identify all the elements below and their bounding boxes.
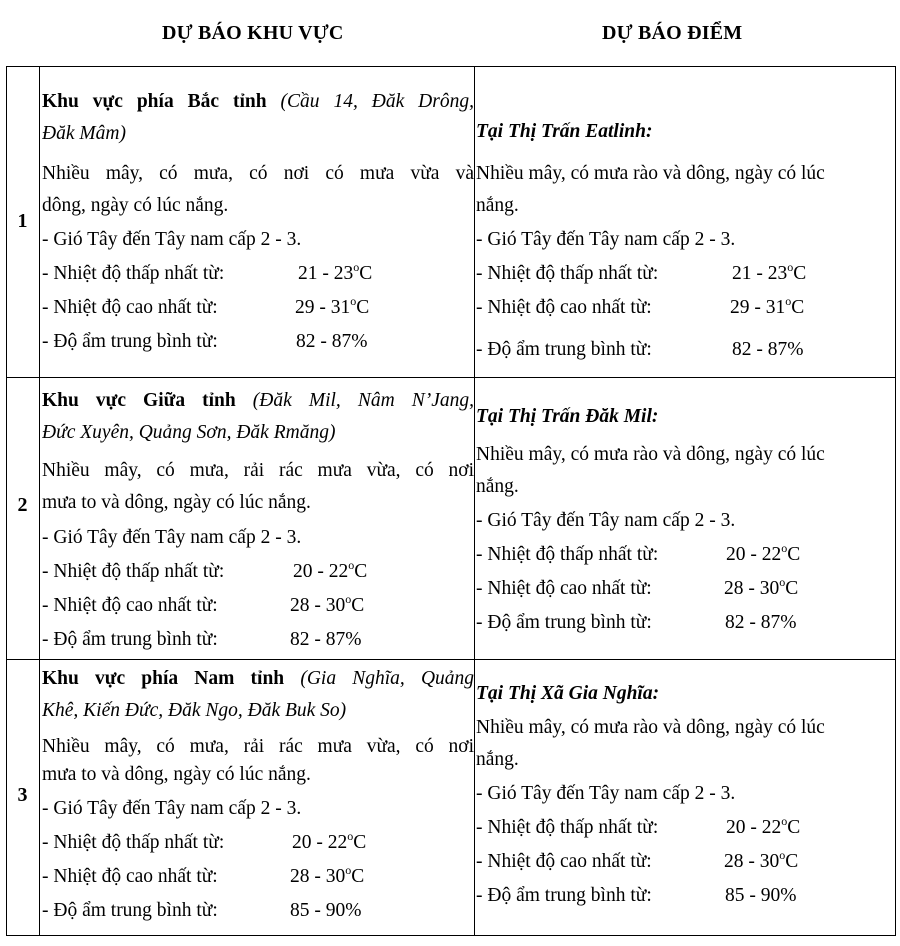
weather-description: Nhiều mây, có mưa, rải rác mưa vừa, có nơi [42,736,474,757]
weather-description-continued: nắng. [476,195,519,216]
max-temperature-value: 28 - 30$^o$C [724,848,799,872]
region-title [42,667,474,691]
table-divider-columns [474,66,475,936]
region-areas: (Đăk Mil, Nâm N’Jang, [252,390,474,411]
max-temperature-label: - Nhiệt độ cao nhất từ: [42,297,218,318]
max-temperature-value: 29 - 31$^o$C [295,294,370,318]
point-location-name: Tại Thị Trấn Đăk Mil: [476,406,659,427]
region-name: Khu vực phía Nam tỉnh [42,668,285,689]
region-forecast-cell [42,389,474,657]
weather-description: Nhiều mây, có mưa rào và dông, ngày có lúc [476,717,825,738]
table-divider-number [39,66,40,936]
min-temperature-label: - Nhiệt độ thấp nhất từ: [476,817,659,838]
humidity-value: 85 - 90% [290,900,362,921]
min-temperature-value: 20 - 22$^o$C [293,558,368,582]
max-temperature-value: 28 - 30$^o$C [290,592,365,616]
max-temperature-label: - Nhiệt độ cao nhất từ: [42,866,218,887]
min-temperature-value: 20 - 22$^o$C [726,541,801,565]
weather-description: Nhiều mây, có mưa rào và dông, ngày có lúc [476,444,825,465]
weather-description-continued: mưa to và dông, ngày có lúc nắng. [42,492,311,513]
humidity-value: 85 - 90% [725,885,797,906]
region-forecast-header: DỰ BÁO KHU VỰC [162,22,344,44]
min-temperature-label: - Nhiệt độ thấp nhất từ: [476,544,659,565]
weather-description: Nhiều mây, có mưa, rải rác mưa vừa, có nơi [42,460,474,481]
region-name: Khu vực phía Bắc tỉnh [42,91,267,112]
humidity-label: - Độ ẩm trung bình từ: [476,339,652,360]
region-title [42,389,474,413]
weather-description: Nhiều mây, có mưa, có nơi có mưa vừa và [42,163,474,184]
min-temperature-value: 20 - 22$^o$C [726,814,801,838]
humidity-label: - Độ ẩm trung bình từ: [42,900,218,921]
humidity-value: 82 - 87% [732,339,804,360]
humidity-value: 82 - 87% [725,612,797,633]
humidity-value: 82 - 87% [290,629,362,650]
wind-info: - Gió Tây đến Tây nam cấp 2 - 3. [42,527,302,548]
min-temperature-value: 21 - 23$^o$C [732,260,807,284]
region-areas: (Gia Nghĩa, Quảng [300,668,474,689]
weather-description-continued: nắng. [476,476,519,497]
weather-description-continued: nắng. [476,749,519,770]
region-areas-continued: Khê, Kiến Đức, Đăk Ngo, Đăk Buk So) [42,700,347,721]
wind-info: - Gió Tây đến Tây nam cấp 2 - 3. [42,798,302,819]
max-temperature-value: 28 - 30$^o$C [724,575,799,599]
region-areas: (Cầu 14, Đăk Drông, [280,91,474,112]
weather-description-continued: dông, ngày có lúc nắng. [42,195,229,216]
humidity-label: - Độ ẩm trung bình từ: [476,612,652,633]
point-location-name: Tại Thị Trấn Eatlinh: [476,121,653,142]
row-number: 3 [17,784,28,806]
min-temperature-label: - Nhiệt độ thấp nhất từ: [476,263,659,284]
region-areas-continued: Đăk Mâm) [42,123,126,144]
max-temperature-label: - Nhiệt độ cao nhất từ: [476,851,652,872]
max-temperature-label: - Nhiệt độ cao nhất từ: [476,578,652,599]
weather-description-continued: mưa to và dông, ngày có lúc nắng. [42,764,311,785]
table-border-top [6,66,896,67]
wind-info: - Gió Tây đến Tây nam cấp 2 - 3. [42,229,302,250]
max-temperature-value: 28 - 30$^o$C [290,863,365,887]
min-temperature-label: - Nhiệt độ thấp nhất từ: [42,263,225,284]
max-temperature-label: - Nhiệt độ cao nhất từ: [476,297,652,318]
min-temperature-value: 20 - 22$^o$C [292,829,367,853]
max-temperature-value: 29 - 31$^o$C [730,294,805,318]
region-name: Khu vực Giữa tỉnh [42,390,236,411]
table-border-row-1 [6,377,896,378]
weather-description: Nhiều mây, có mưa rào và dông, ngày có lúc [476,163,825,184]
max-temperature-label: - Nhiệt độ cao nhất từ: [42,595,218,616]
humidity-label: - Độ ẩm trung bình từ: [42,629,218,650]
min-temperature-label: - Nhiệt độ thấp nhất từ: [42,561,225,582]
min-temperature-label: - Nhiệt độ thấp nhất từ: [42,832,225,853]
wind-info: - Gió Tây đến Tây nam cấp 2 - 3. [476,510,736,531]
region-title [42,90,474,114]
point-forecast-header: DỰ BÁO ĐIỂM [602,22,743,44]
point-location-name: Tại Thị Xã Gia Nghĩa: [476,683,660,704]
point-forecast-cell [476,120,894,375]
humidity-label: - Độ ẩm trung bình từ: [476,885,652,906]
humidity-value: 82 - 87% [296,331,368,352]
region-forecast-cell [42,667,474,933]
row-number: 1 [17,210,28,232]
point-forecast-cell [476,682,894,933]
table-border-right [895,66,896,936]
row-number: 2 [17,494,28,516]
region-areas-continued: Đức Xuyên, Quảng Sơn, Đăk Rmăng) [42,422,336,443]
min-temperature-value: 21 - 23$^o$C [298,260,373,284]
wind-info: - Gió Tây đến Tây nam cấp 2 - 3. [476,229,736,250]
point-forecast-cell [476,405,894,657]
humidity-label: - Độ ẩm trung bình từ: [42,331,218,352]
region-forecast-cell [42,90,474,375]
wind-info: - Gió Tây đến Tây nam cấp 2 - 3. [476,783,736,804]
table-border-bottom [6,935,896,936]
table-border-row-2 [6,659,896,660]
